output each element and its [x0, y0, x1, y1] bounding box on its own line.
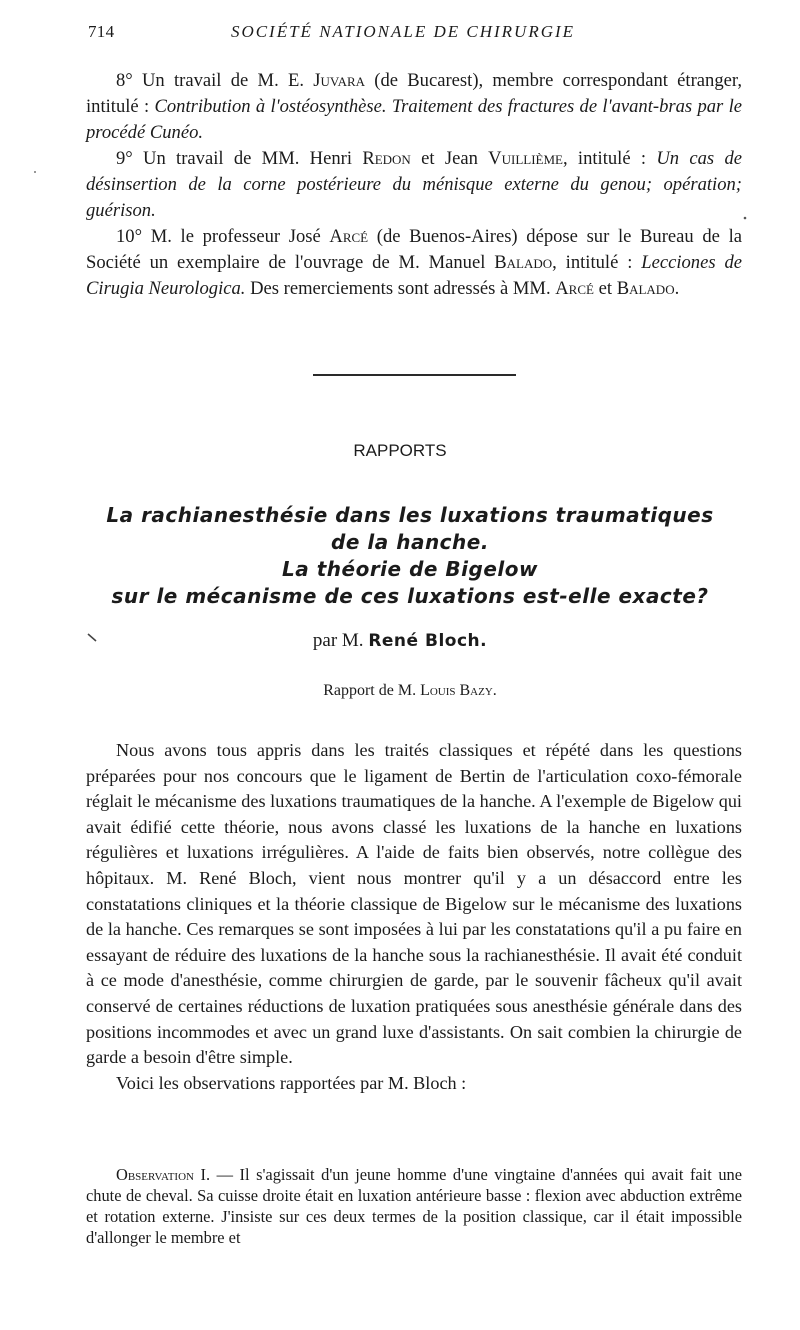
body-paragraph: Voici les observations rapportées par M. Bloch : [116, 1072, 467, 1093]
report-prefix: Rapport de M. [323, 682, 421, 699]
ink-speck [34, 171, 36, 173]
title-line: La rachianesthésie dans les luxations traumatiques [106, 503, 714, 527]
reporter-name: Louis Bazy [420, 682, 493, 699]
observation-paragraph [86, 1164, 742, 1248]
byline-prefix: par M. [312, 630, 369, 651]
work-title: Lecciones de Cirugia Neurologica. [86, 252, 743, 299]
article-title [100, 502, 720, 610]
observation-block [86, 1164, 742, 1248]
item-text: Un travail de MM. Henri [143, 148, 363, 169]
running-title: SOCIÉTÉ NATIONALE DE CHIRURGIE [230, 22, 576, 41]
report-suffix: . [492, 682, 497, 699]
title-line: de la hanche. [331, 530, 489, 554]
author-name: Arcé [555, 278, 594, 299]
author-name: René Bloch. [368, 631, 488, 651]
item-9 [86, 146, 742, 224]
author-name: Redon [362, 148, 411, 169]
section-divider [313, 374, 516, 376]
title-line: sur le mécanisme de ces luxations est-elle exacte? [111, 584, 709, 608]
author-name: Balado [616, 278, 675, 299]
item-text: Un travail de M. E. [142, 70, 314, 91]
author-name: Juvara [313, 70, 366, 91]
item-text: , intitulé : [562, 148, 657, 169]
body-paragraph: Nous avons tous appris dans les traités classiques et répété dans les questions préparées pour nos concours que le ligament de Bertin de l'articulation coxo-fémorale réglait le mécanisme des luxations traumatiques de la hanche. A l'exemple de Bigelow qui avait édifié cette théorie, nous avons classé les luxations de la hanche en luxations régulières et luxations irrégulières. A l'aide de faits bien observés, notre collègue des hôpitaux. M. René Bloch, vient nous montrer qu'il y a un désaccord entre les constatations cliniques et la théorie classique de Bigelow sur le mécanisme des luxations de la hanche. Ces remarques se sont imposées à lui par les constatations qu'il a pu faire en essayant de réduire des luxations de la hanche sous la rachianesthésie. Il avait été conduit à ce mode d'anesthésie, comme chirurgien de garde, par le souvenir fâcheux qu'il avait conservé de certaines réductions de luxation pratiquées sous anesthésie générale dans des positions incommodes et avec un grand luxe d'assistants. On sait combien la chirurgie de garde a besoin d'être simple. [86, 740, 742, 1068]
page-header [88, 22, 718, 46]
observation-label: Observation I. [116, 1165, 211, 1184]
item-text: . [674, 278, 680, 299]
item-text: et [593, 278, 617, 299]
ink-speck [744, 217, 747, 220]
item-text: et Jean [410, 148, 489, 169]
author-name: Balado [494, 252, 553, 273]
page-number: 714 [88, 22, 115, 41]
announcements [86, 68, 742, 302]
section-heading: RAPPORTS [353, 441, 447, 460]
work-title: Contribution à l'ostéosynthèse. Traitement des fractures de l'avant-bras par le procédé Cunéo. [86, 96, 743, 143]
byline [0, 630, 800, 652]
item-number: 9° [116, 148, 133, 169]
title-line: La théorie de Bigelow [282, 557, 538, 581]
report-body [86, 738, 742, 1096]
author-name: Vuillième [488, 148, 563, 169]
item-text: Des remerciements sont adressés à MM. [245, 278, 556, 299]
work-title: Un cas de désinsertion de la corne postérieure du ménisque externe du genou; opération; guérison. [86, 148, 743, 221]
item-text: , intitulé : [552, 252, 642, 273]
item-text: (de Bucarest), membre correspondant étranger, intitulé : [86, 70, 742, 117]
item-number: 8° [116, 70, 133, 91]
author-name: Arcé [329, 226, 369, 247]
item-text: (de Buenos-Aires) dépose sur le Bureau de la Société un exemplaire de l'ouvrage de M. Manuel [86, 226, 742, 273]
report-line [0, 682, 800, 700]
item-number: 10° [116, 226, 143, 247]
item-text: M. le professeur José [150, 226, 330, 247]
item-8 [86, 68, 742, 146]
observation-text: — Il s'agissait d'un jeune homme d'une vingtaine d'années qui avait fait une chute de cheval. Sa cuisse droite était en luxation antérieure basse : flexion avec abduction extrême et rotation externe. J'insiste sur ces deux termes de la position classique, car il était impossible d'allonger le membre et [86, 1165, 742, 1247]
item-10 [86, 224, 742, 302]
